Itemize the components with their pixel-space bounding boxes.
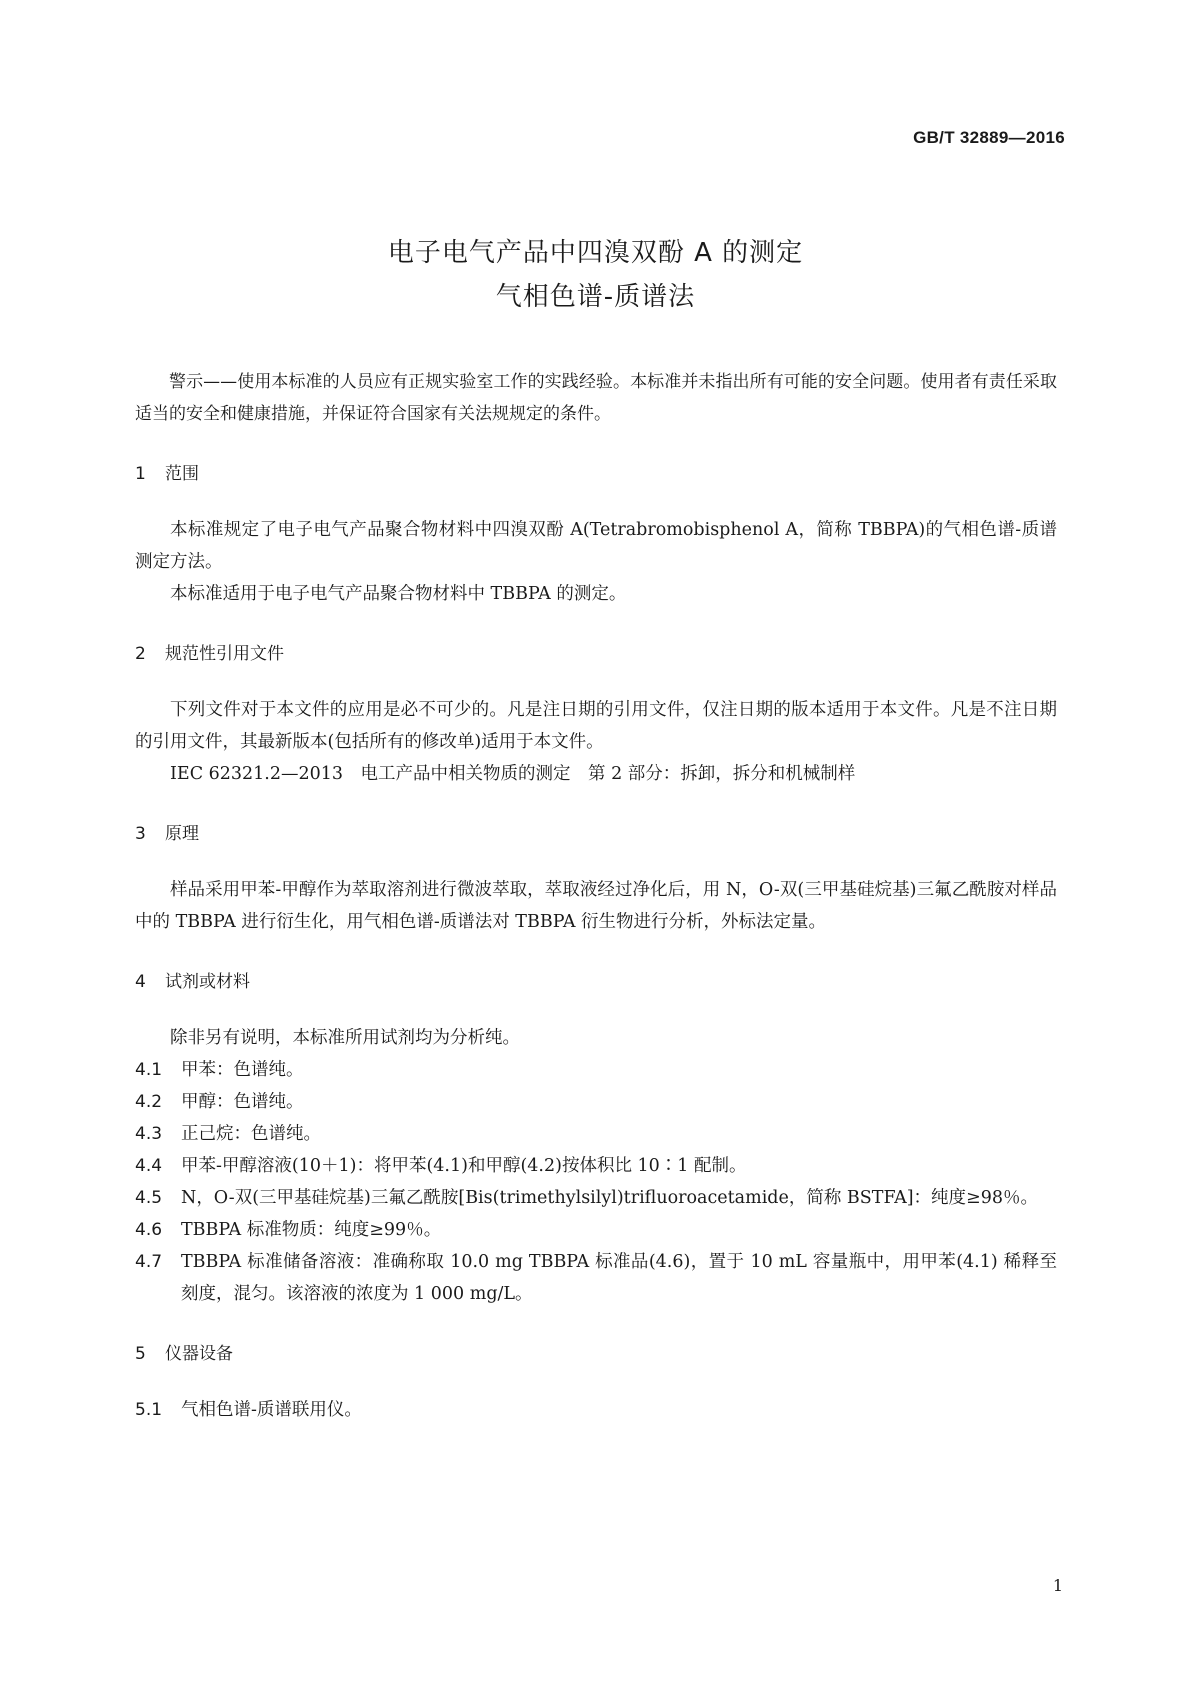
list-item: 4.2 甲醇：色谱纯。 (135, 1092, 304, 1112)
document-subtitle: 气相色谱-质谱法 (495, 282, 696, 312)
list-item: 4.1 甲苯：色谱纯。 (135, 1060, 304, 1080)
list-item: 4.7 TBBPA 标准储备溶液：准确称取 10.0 mg TBBPA 标准品(4.6)，置于 10 mL 容量瓶中，用甲苯(4.1) 稀释至刻度，混匀。该溶液的浓度为 1 000 mg/L。 (135, 1252, 1057, 1304)
section-3-paragraph-1: 样品采用甲苯-甲醇作为萃取溶剂进行微波萃取，萃取液经过净化后，用 N，O-双(三甲基硅烷基)三氟乙酰胺对样品中的 TBBPA 进行衍生化，用气相色谱-质谱法对 TBBPA 衍生物进行分析，外标法定量。 (135, 880, 1057, 932)
document-title: 电子电气产品中四溴双酚 A 的测定 (387, 238, 804, 268)
list-item: 4.3 正己烷：色谱纯。 (135, 1124, 321, 1144)
standard-number: GB/T 32889—2016 (913, 128, 1065, 147)
section-5-heading: 5 仪器设备 (135, 1344, 233, 1364)
section-4-heading: 4 试剂或材料 (135, 972, 250, 992)
document-body (135, 366, 1057, 1426)
section-2-paragraph-1: 下列文件对于本文件的应用是必不可少的。凡是注日期的引用文件，仅注日期的版本适用于本文件。凡是不注日期的引用文件，其最新版本(包括所有的修改单)适用于本文件。 (135, 700, 1057, 752)
section-1-heading: 1 范围 (135, 464, 199, 484)
section-1-paragraph-1: 本标准规定了电子电气产品聚合物材料中四溴双酚 A(Tetrabromobisphenol A，简称 TBBPA)的气相色谱-质谱测定方法。 (135, 520, 1057, 572)
section-1-paragraph-2: 本标准适用于电子电气产品聚合物材料中 TBBPA 的测定。 (170, 584, 627, 604)
section-2-heading: 2 规范性引用文件 (135, 644, 284, 664)
section-3-heading: 3 原理 (135, 824, 199, 844)
warning-paragraph: 警示——使用本标准的人员应有正规实验室工作的实践经验。本标准并未指出所有可能的安全问题。使用者有责任采取适当的安全和健康措施，并保证符合国家有关法规规定的条件。 (135, 372, 1057, 424)
list-item: 4.6 TBBPA 标准物质：纯度≥99％。 (135, 1220, 442, 1240)
list-item: 4.4 甲苯-甲醇溶液(10＋1)：将甲苯(4.1)和甲醇(4.2)按体积比 10∶1 配制。 (135, 1156, 747, 1176)
page-number: 1 (1052, 1576, 1063, 1595)
section-4-intro: 除非另有说明，本标准所用试剂均为分析纯。 (170, 1028, 520, 1048)
list-item: 4.5 N，O-双(三甲基硅烷基)三氟乙酰胺[Bis(trimethylsilyl)trifluoroacetamide，简称 BSTFA]：纯度≥98％。 (135, 1188, 1038, 1208)
normative-reference: IEC 62321.2—2013 电工产品中相关物质的测定 第 2 部分：拆卸，拆分和机械制样 (170, 764, 856, 784)
list-item: 5.1 气相色谱-质谱联用仪。 (135, 1400, 362, 1420)
